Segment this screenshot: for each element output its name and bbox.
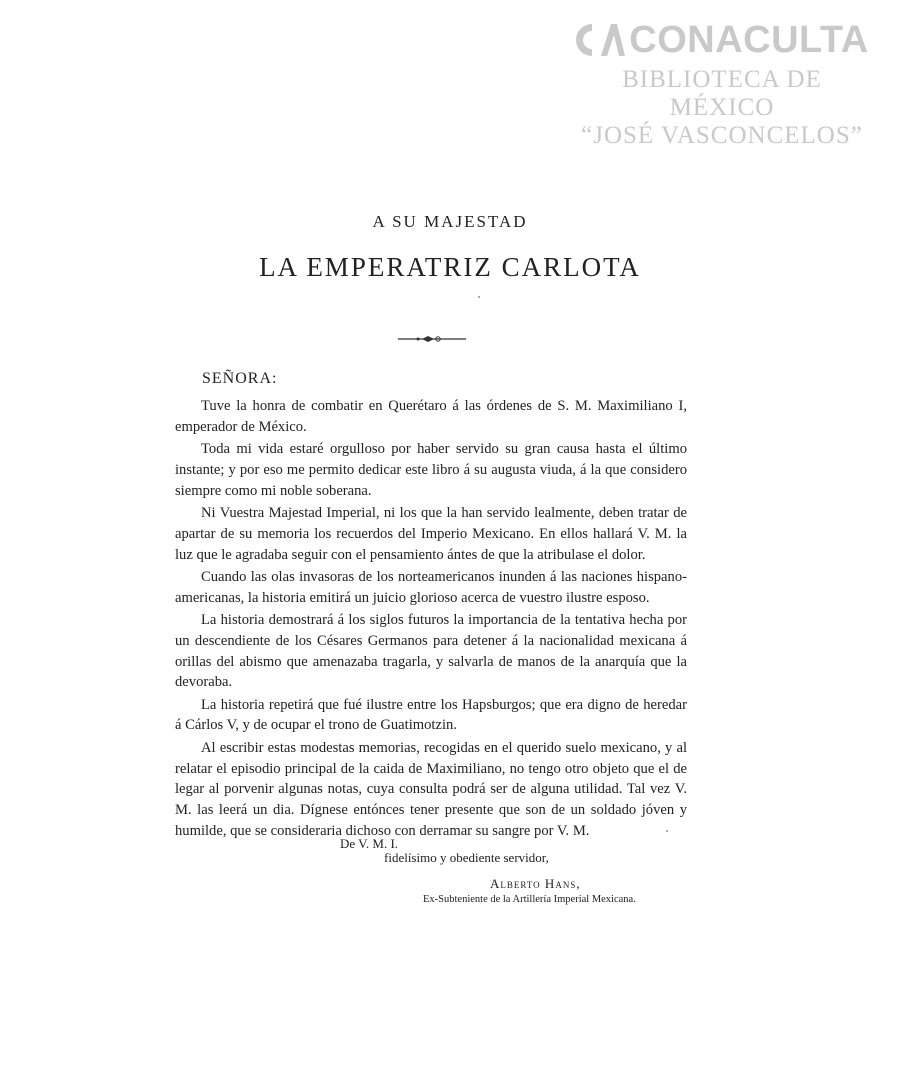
dedication-letter-body — [175, 396, 687, 843]
dedication-to: A SU MAJESTAD — [372, 212, 528, 231]
library-subname: “JOSÉ VASCONCELOS” — [581, 122, 863, 149]
library-name: BIBLIOTECA DE MÉXICO — [622, 66, 822, 121]
conaculta-logo — [572, 18, 872, 62]
letter-paragraph-7: Al escribir estas modestas memorias, recogidas en el querido suelo mexicano, y al relatar el episodio principal de la caida de Maximiliano, no tengo otro objeto que el de legar al porvenir algunas notas, cuya consulta podrá ser de alguna utilidad. Tal vez V. M. las leerá un dia. Dígnese entónces tener presente que son de un soldado jóven y humilde, que se consideraria dichoso con derramar su sangre por V. M. — [175, 739, 687, 839]
closing-address: De V. M. I. — [340, 836, 399, 851]
letter-paragraph-6: La historia repetirá que fué ilustre entre los Hapsburgos; que era digno de heredar á Cárlos V, y de ocupar el trono de Guatimotzin. — [175, 696, 687, 734]
letter-paragraph-5: La historia demostrará á los siglos futuros la importancia de la tentativa hecha por un descendiente de los Césares Germanos para detener á la nacionalidad mexicana á orillas del abismo que amenazaba tragarla, y salvarla de manos de la anarquía que la devoraba. — [175, 611, 687, 691]
ornament-divider — [398, 334, 466, 344]
signature-name: Alberto Hans, — [490, 876, 581, 891]
signature-title: Ex-Subteniente de la Artillería Imperial Mexicana. — [423, 894, 636, 905]
dedication-heading — [0, 212, 900, 283]
closing-servant: fidelísimo y obediente servidor, — [384, 850, 549, 865]
letter-paragraph-3: Ni Vuestra Majestad Imperial, ni los que la han servido lealmente, deben tratar de apartar de su memoria los recuerdos del Imperio Mexicano. En ellos hallará V. M. la luz que le agradaba seguir con el pensamiento ántes de que la atribulase el dolor. — [175, 504, 687, 563]
conaculta-logo-icon — [575, 23, 625, 57]
dedication-name: LA EMPERATRIZ CARLOTA — [259, 252, 641, 282]
salutation: SEÑORA: — [202, 370, 278, 387]
letter-paragraph-2: Toda mi vida estaré orgulloso por haber servido su gran causa hasta el último instante; y por eso me permito dedicar este libro á su augusta viuda, á la que considero siempre como mi noble soberana. — [175, 441, 687, 499]
letter-paragraph-1: Tuve la honra de combatir en Querétaro á las órdenes de S. M. Maximiliano I, emperador de México. — [175, 398, 687, 435]
print-speck — [478, 296, 480, 298]
library-watermark — [572, 18, 872, 150]
logo-text: CONACULTA — [629, 19, 869, 61]
letter-paragraph-4: Cuando las olas invasoras de los norteamericanos inunden á las naciones hispano-americanas, la historia emitirá un juicio glorioso acerca de vuestro ilustre esposo. — [175, 568, 687, 606]
print-speck — [666, 830, 668, 832]
